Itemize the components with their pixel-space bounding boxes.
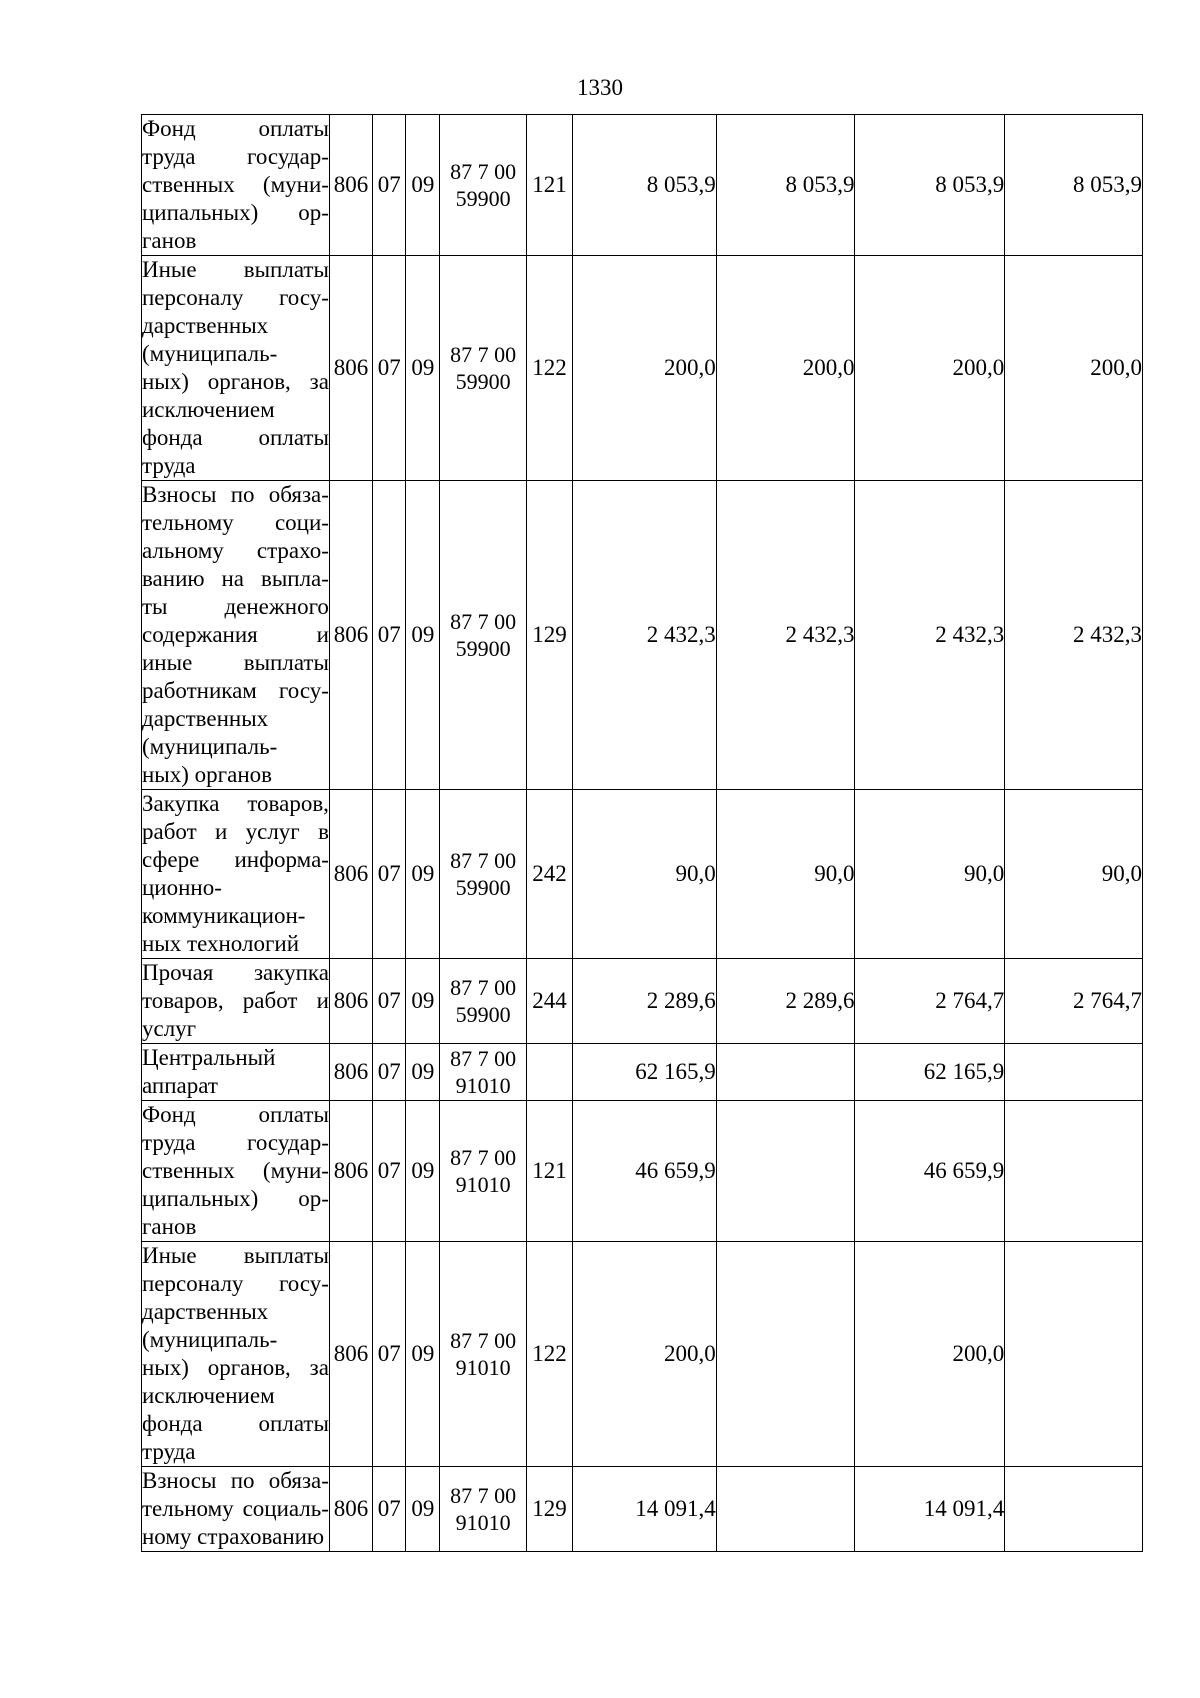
expense-name-line: ственных (муни-: [142, 172, 329, 197]
amount-cell-4: 8 053,9: [1005, 115, 1143, 256]
expense-name-line: ганов: [142, 1214, 197, 1239]
expense-name-line: (муниципаль-: [142, 734, 278, 759]
amount-cell-4: 2 764,7: [1005, 959, 1143, 1044]
section-code-cell: 07: [373, 1101, 406, 1242]
target-article-line: 87 7 00: [450, 1145, 517, 1170]
expense-name-line: ственных (муни-: [142, 1158, 329, 1183]
expense-name-cell: [142, 1044, 330, 1101]
expense-name-cell: [142, 959, 330, 1044]
table-row: [142, 790, 1143, 959]
amount-cell-4: [1005, 1044, 1143, 1101]
target-article-line: 59900: [455, 186, 511, 211]
target-article-cell: [440, 1467, 526, 1552]
amount-cell-1: 200,0: [573, 256, 717, 481]
expense-name-line: ципальных) ор-: [142, 200, 329, 225]
expense-name-line: труда государ-: [142, 144, 329, 169]
expense-name-line: ному страхованию: [142, 1524, 325, 1549]
expense-name-cell: [142, 790, 330, 959]
expense-name-line: ных) органов, за: [142, 369, 329, 394]
amount-cell-2: [716, 1242, 855, 1467]
amount-cell-2: 90,0: [716, 790, 855, 959]
section-code-cell: 07: [373, 1242, 406, 1467]
department-code-cell: 806: [329, 256, 372, 481]
expense-type-cell: 244: [526, 959, 572, 1044]
department-code-cell: 806: [329, 1101, 372, 1242]
target-article-line: 87 7 00: [450, 848, 517, 873]
expense-name-line: Закупка товаров,: [142, 791, 329, 816]
expense-name-line: дарственных: [142, 706, 269, 731]
amount-cell-3: 200,0: [855, 256, 1005, 481]
target-article-cell: [440, 790, 526, 959]
target-article-cell: [440, 1242, 526, 1467]
amount-cell-3: 46 659,9: [855, 1101, 1005, 1242]
amount-cell-1: 8 053,9: [573, 115, 717, 256]
expense-name-line: Взносы по обяза-: [142, 482, 329, 507]
department-code-cell: 806: [329, 1242, 372, 1467]
amount-cell-2: [716, 1101, 855, 1242]
expense-name-line: тельному социаль-: [142, 1496, 329, 1521]
expense-name-line: труда государ-: [142, 1130, 329, 1155]
table-row: [142, 115, 1143, 256]
department-code-cell: 806: [329, 790, 372, 959]
amount-cell-2: 2 289,6: [716, 959, 855, 1044]
target-article-cell: [440, 115, 526, 256]
amount-cell-3: 2 432,3: [855, 481, 1005, 790]
table-body: [142, 115, 1143, 1552]
expense-name-line: фонда оплаты: [142, 1411, 329, 1436]
section-code-cell: 07: [373, 1044, 406, 1101]
amount-cell-3: 14 091,4: [855, 1467, 1005, 1552]
department-code-cell: 806: [329, 959, 372, 1044]
target-article-line: 59900: [455, 369, 511, 394]
amount-cell-3: 200,0: [855, 1242, 1005, 1467]
section-code-cell: 07: [373, 790, 406, 959]
expense-name-line: работ и услуг в: [142, 819, 329, 844]
expense-name-line: труда: [142, 1439, 196, 1464]
target-article-line: 91010: [455, 1510, 511, 1535]
subsection-code-cell: 09: [406, 790, 440, 959]
expense-name-line: ных) органов: [142, 762, 272, 787]
expense-name-line: исключением: [142, 1383, 275, 1408]
amount-cell-4: 2 432,3: [1005, 481, 1143, 790]
expense-type-cell: 121: [526, 115, 572, 256]
budget-table: [141, 114, 1143, 1552]
amount-cell-1: 62 165,9: [573, 1044, 717, 1101]
expense-name-cell: [142, 256, 330, 481]
table-row: [142, 1467, 1143, 1552]
section-code-cell: 07: [373, 115, 406, 256]
expense-name-line: аппарат: [142, 1073, 218, 1098]
target-article-line: 87 7 00: [450, 1328, 517, 1353]
expense-type-cell: [526, 1044, 572, 1101]
expense-name-line: ганов: [142, 228, 197, 253]
amount-cell-1: 90,0: [573, 790, 717, 959]
amount-cell-1: 14 091,4: [573, 1467, 717, 1552]
amount-cell-1: 2 432,3: [573, 481, 717, 790]
expense-type-cell: 129: [526, 1467, 572, 1552]
amount-cell-2: 200,0: [716, 256, 855, 481]
amount-cell-1: 200,0: [573, 1242, 717, 1467]
amount-cell-3: 62 165,9: [855, 1044, 1005, 1101]
table-row: [142, 1242, 1143, 1467]
department-code-cell: 806: [329, 1044, 372, 1101]
expense-name-line: ных) органов, за: [142, 1355, 329, 1380]
target-article-line: 87 7 00: [450, 342, 517, 367]
section-code-cell: 07: [373, 481, 406, 790]
expense-name-line: Прочая закупка: [142, 960, 329, 985]
expense-name-line: исключением: [142, 397, 275, 422]
target-article-line: 87 7 00: [450, 975, 517, 1000]
expense-name-line: дарственных: [142, 1299, 269, 1324]
expense-name-line: персоналу госу-: [142, 285, 329, 310]
expense-name-line: услуг: [142, 1016, 197, 1041]
amount-cell-4: [1005, 1242, 1143, 1467]
target-article-line: 91010: [455, 1172, 511, 1197]
expense-name-line: Иные выплаты: [142, 1243, 329, 1268]
subsection-code-cell: 09: [406, 1044, 440, 1101]
target-article-cell: [440, 256, 526, 481]
target-article-line: 59900: [455, 875, 511, 900]
expense-type-cell: 242: [526, 790, 572, 959]
expense-type-cell: 122: [526, 256, 572, 481]
department-code-cell: 806: [329, 481, 372, 790]
expense-type-cell: 121: [526, 1101, 572, 1242]
expense-name-cell: [142, 481, 330, 790]
amount-cell-2: 8 053,9: [716, 115, 855, 256]
expense-name-cell: [142, 115, 330, 256]
expense-type-cell: 122: [526, 1242, 572, 1467]
department-code-cell: 806: [329, 1467, 372, 1552]
table-row: [142, 256, 1143, 481]
expense-name-line: ционно-: [142, 875, 222, 900]
subsection-code-cell: 09: [406, 481, 440, 790]
page-number: 1330: [577, 75, 623, 100]
expense-name-line: персоналу госу-: [142, 1271, 329, 1296]
amount-cell-4: 200,0: [1005, 256, 1143, 481]
expense-name-line: содержания и: [142, 622, 329, 647]
amount-cell-4: 90,0: [1005, 790, 1143, 959]
expense-name-line: альному страхо-: [142, 538, 329, 563]
expense-name-line: коммуникацион-: [142, 903, 306, 928]
expense-name-line: ципальных) ор-: [142, 1186, 329, 1211]
expense-name-line: ванию на выпла-: [142, 566, 329, 591]
amount-cell-1: 2 289,6: [573, 959, 717, 1044]
target-article-line: 87 7 00: [450, 159, 517, 184]
expense-type-cell: 129: [526, 481, 572, 790]
table-row: [142, 481, 1143, 790]
target-article-line: 87 7 00: [450, 1483, 517, 1508]
expense-name-line: товаров, работ и: [142, 988, 329, 1013]
expense-name-line: Взносы по обяза-: [142, 1468, 329, 1493]
subsection-code-cell: 09: [406, 1101, 440, 1242]
section-code-cell: 07: [373, 1467, 406, 1552]
target-article-cell: [440, 1101, 526, 1242]
section-code-cell: 07: [373, 959, 406, 1044]
target-article-line: 91010: [455, 1355, 511, 1380]
expense-name-line: дарственных: [142, 313, 269, 338]
amount-cell-1: 46 659,9: [573, 1101, 717, 1242]
table-row: [142, 1044, 1143, 1101]
amount-cell-3: 90,0: [855, 790, 1005, 959]
target-article-line: 59900: [455, 1002, 511, 1027]
department-code-cell: 806: [329, 115, 372, 256]
subsection-code-cell: 09: [406, 959, 440, 1044]
section-code-cell: 07: [373, 256, 406, 481]
expense-name-line: Фонд оплаты: [142, 1102, 329, 1127]
target-article-line: 91010: [455, 1073, 511, 1098]
subsection-code-cell: 09: [406, 256, 440, 481]
expense-name-line: работникам госу-: [142, 678, 329, 703]
expense-name-line: сфере информа-: [142, 847, 329, 872]
table-row: [142, 1101, 1143, 1242]
expense-name-line: Центральный: [142, 1045, 276, 1070]
target-article-cell: [440, 1044, 526, 1101]
amount-cell-2: [716, 1467, 855, 1552]
expense-name-cell: [142, 1467, 330, 1552]
amount-cell-4: [1005, 1467, 1143, 1552]
expense-name-line: труда: [142, 453, 196, 478]
expense-name-line: тельному соци-: [142, 510, 329, 535]
expense-name-line: иные выплаты: [142, 650, 329, 675]
target-article-cell: [440, 959, 526, 1044]
target-article-cell: [440, 481, 526, 790]
target-article-line: 87 7 00: [450, 609, 517, 634]
target-article-line: 59900: [455, 636, 511, 661]
expense-name-line: Иные выплаты: [142, 257, 329, 282]
expense-name-line: (муниципаль-: [142, 341, 278, 366]
subsection-code-cell: 09: [406, 1242, 440, 1467]
amount-cell-2: 2 432,3: [716, 481, 855, 790]
amount-cell-4: [1005, 1101, 1143, 1242]
subsection-code-cell: 09: [406, 115, 440, 256]
amount-cell-3: 8 053,9: [855, 115, 1005, 256]
target-article-line: 87 7 00: [450, 1046, 517, 1071]
amount-cell-2: [716, 1044, 855, 1101]
expense-name-line: ты денежного: [142, 594, 329, 619]
expense-name-cell: [142, 1101, 330, 1242]
amount-cell-3: 2 764,7: [855, 959, 1005, 1044]
expense-name-line: (муниципаль-: [142, 1327, 278, 1352]
expense-name-line: фонда оплаты: [142, 425, 329, 450]
expense-name-line: ных технологий: [142, 931, 300, 956]
table-row: [142, 959, 1143, 1044]
subsection-code-cell: 09: [406, 1467, 440, 1552]
expense-name-line: Фонд оплаты: [142, 116, 329, 141]
expense-name-cell: [142, 1242, 330, 1467]
